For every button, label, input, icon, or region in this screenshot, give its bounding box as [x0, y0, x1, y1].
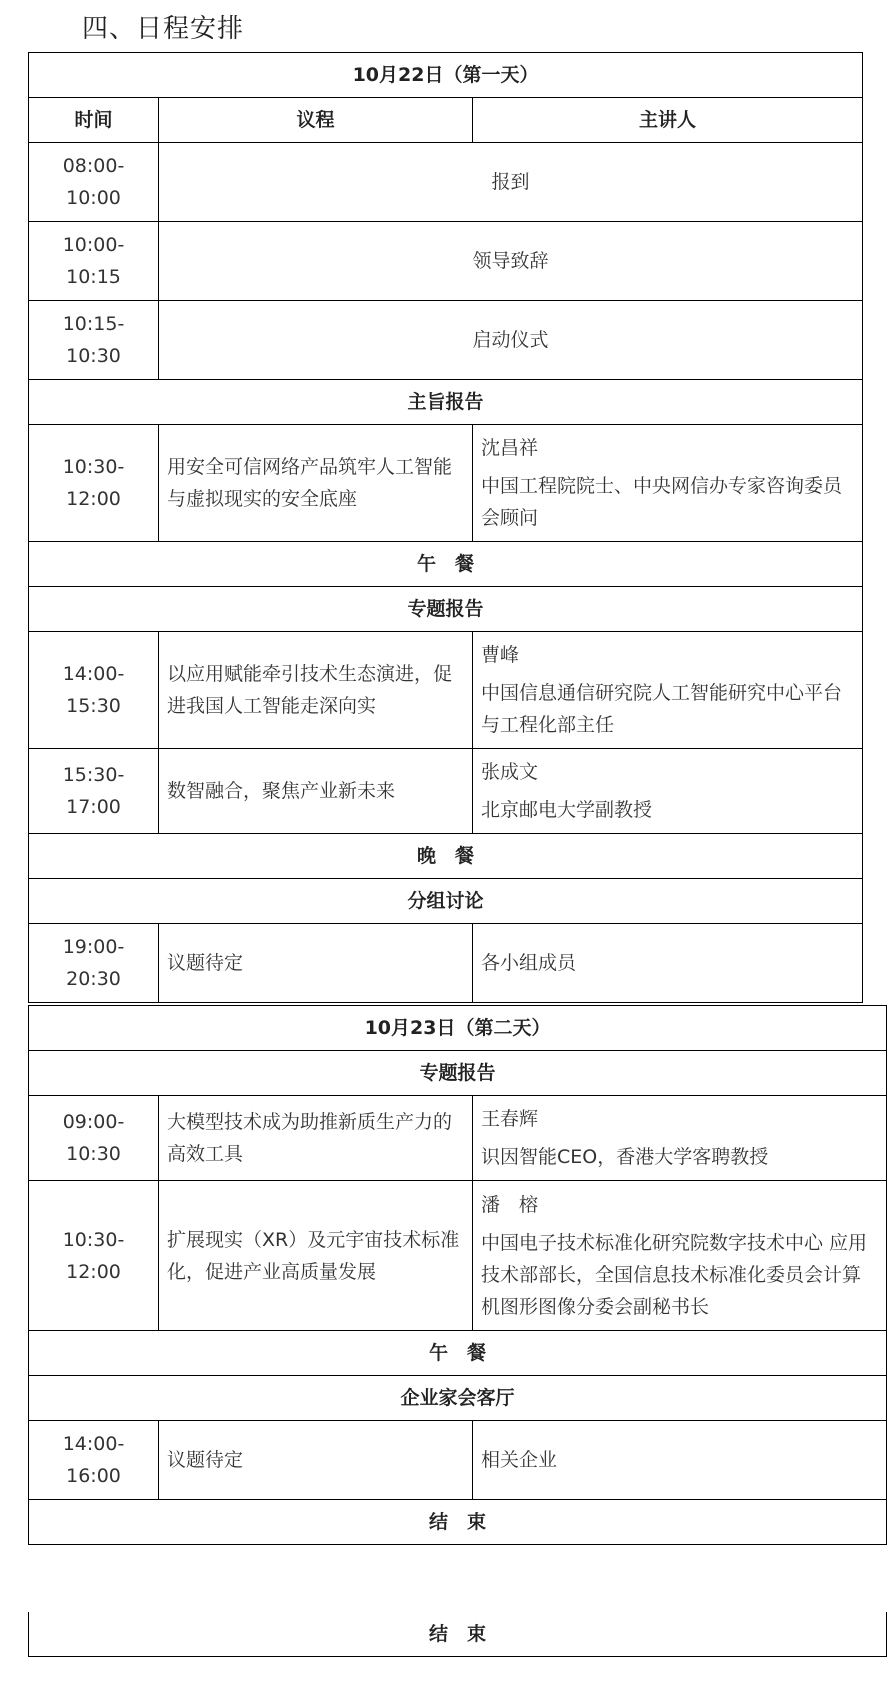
table-row	[29, 301, 863, 380]
header-speaker: 主讲人	[473, 98, 863, 143]
agenda-cell: 议题待定	[159, 1421, 473, 1500]
header-row	[29, 98, 863, 143]
day1-schedule-table	[28, 52, 863, 1003]
table-row	[29, 425, 863, 542]
section-row	[29, 542, 863, 587]
table-row	[29, 749, 863, 834]
speaker-cell: 各小组成员	[473, 924, 863, 1003]
table-row	[29, 632, 863, 749]
section-topic: 专题报告	[29, 587, 863, 632]
day2-schedule-table	[28, 1005, 887, 1545]
speaker-title: 中国工程院院士、中央网信办专家咨询委员会顾问	[481, 475, 843, 529]
time-cell: 10:15-10:30	[29, 301, 159, 380]
speaker-cell	[473, 1181, 887, 1331]
speaker-name: 潘 榕	[481, 1193, 539, 1216]
header-time: 时间	[29, 98, 159, 143]
time-cell: 19:00-20:30	[29, 924, 159, 1003]
section-row	[29, 879, 863, 924]
header-agenda: 议程	[159, 98, 473, 143]
section-dinner: 晚 餐	[29, 834, 863, 879]
section-topic: 专题报告	[29, 1051, 887, 1096]
section-lunch: 午 餐	[29, 542, 863, 587]
time-cell: 09:00-10:30	[29, 1096, 159, 1181]
agenda-cell: 数智融合，聚焦产业新未来	[159, 749, 473, 834]
section-keynote: 主旨报告	[29, 380, 863, 425]
table-row	[29, 924, 863, 1003]
section-row	[29, 1051, 887, 1096]
speaker-cell: 相关企业	[473, 1421, 887, 1500]
section-row	[29, 380, 863, 425]
section-row	[29, 834, 863, 879]
section-end-duplicate: 结 束	[29, 1612, 887, 1657]
agenda-cell: 报到	[159, 143, 863, 222]
day1-title: 10月22日（第一天）	[29, 53, 863, 98]
speaker-name: 曹峰	[481, 644, 520, 666]
table-row	[29, 143, 863, 222]
time-cell: 14:00-15:30	[29, 632, 159, 749]
speaker-cell	[473, 1096, 887, 1181]
agenda-cell: 以应用赋能牵引技术生态演进，促进我国人工智能走深向实	[159, 632, 473, 749]
table-row	[29, 1421, 887, 1500]
time-cell: 10:00-10:15	[29, 222, 159, 301]
agenda-cell: 大模型技术成为助推新质生产力的高效工具	[159, 1096, 473, 1181]
speaker-name: 王春辉	[481, 1108, 539, 1130]
time-cell: 14:00-16:00	[29, 1421, 159, 1500]
speaker-cell	[473, 749, 863, 834]
section-lounge: 企业家会客厅	[29, 1376, 887, 1421]
time-cell: 10:30-12:00	[29, 1181, 159, 1331]
section-group: 分组讨论	[29, 879, 863, 924]
agenda-cell: 议题待定	[159, 924, 473, 1003]
time-cell: 15:30-17:00	[29, 749, 159, 834]
agenda-cell: 扩展现实（XR）及元宇宙技术标准化，促进产业高质量发展	[159, 1181, 473, 1331]
day2-title: 10月23日（第二天）	[29, 1006, 887, 1051]
trailing-end-table	[28, 1612, 887, 1657]
section-lunch: 午 餐	[29, 1331, 887, 1376]
table-row	[29, 1096, 887, 1181]
speaker-cell	[473, 632, 863, 749]
day1-title-row	[29, 53, 863, 98]
section-heading: 四、日程安排	[82, 14, 245, 44]
speaker-cell	[473, 425, 863, 542]
section-row	[29, 1612, 887, 1657]
day2-title-row	[29, 1006, 887, 1051]
speaker-title: 中国信息通信研究院人工智能研究中心平台与工程化部主任	[481, 682, 843, 736]
speaker-name: 张成文	[481, 761, 539, 783]
table-row	[29, 1181, 887, 1331]
section-end: 结 束	[29, 1500, 887, 1545]
agenda-cell: 启动仪式	[159, 301, 863, 380]
agenda-cell: 领导致辞	[159, 222, 863, 301]
time-cell: 10:30-12:00	[29, 425, 159, 542]
agenda-cell: 用安全可信网络产品筑牢人工智能与虚拟现实的安全底座	[159, 425, 473, 542]
speaker-title: 中国电子技术标准化研究院数字技术中心 应用技术部部长，全国信息技术标准化委员会计算机图形图像分委会副秘书长	[481, 1231, 868, 1318]
time-cell: 08:00-10:00	[29, 143, 159, 222]
section-row	[29, 587, 863, 632]
section-row	[29, 1331, 887, 1376]
speaker-title: 北京邮电大学副教授	[481, 799, 653, 821]
table-row	[29, 222, 863, 301]
section-row	[29, 1500, 887, 1545]
speaker-name: 沈昌祥	[481, 437, 539, 459]
section-row	[29, 1376, 887, 1421]
speaker-title: 识因智能CEO，香港大学客聘教授	[481, 1146, 769, 1168]
